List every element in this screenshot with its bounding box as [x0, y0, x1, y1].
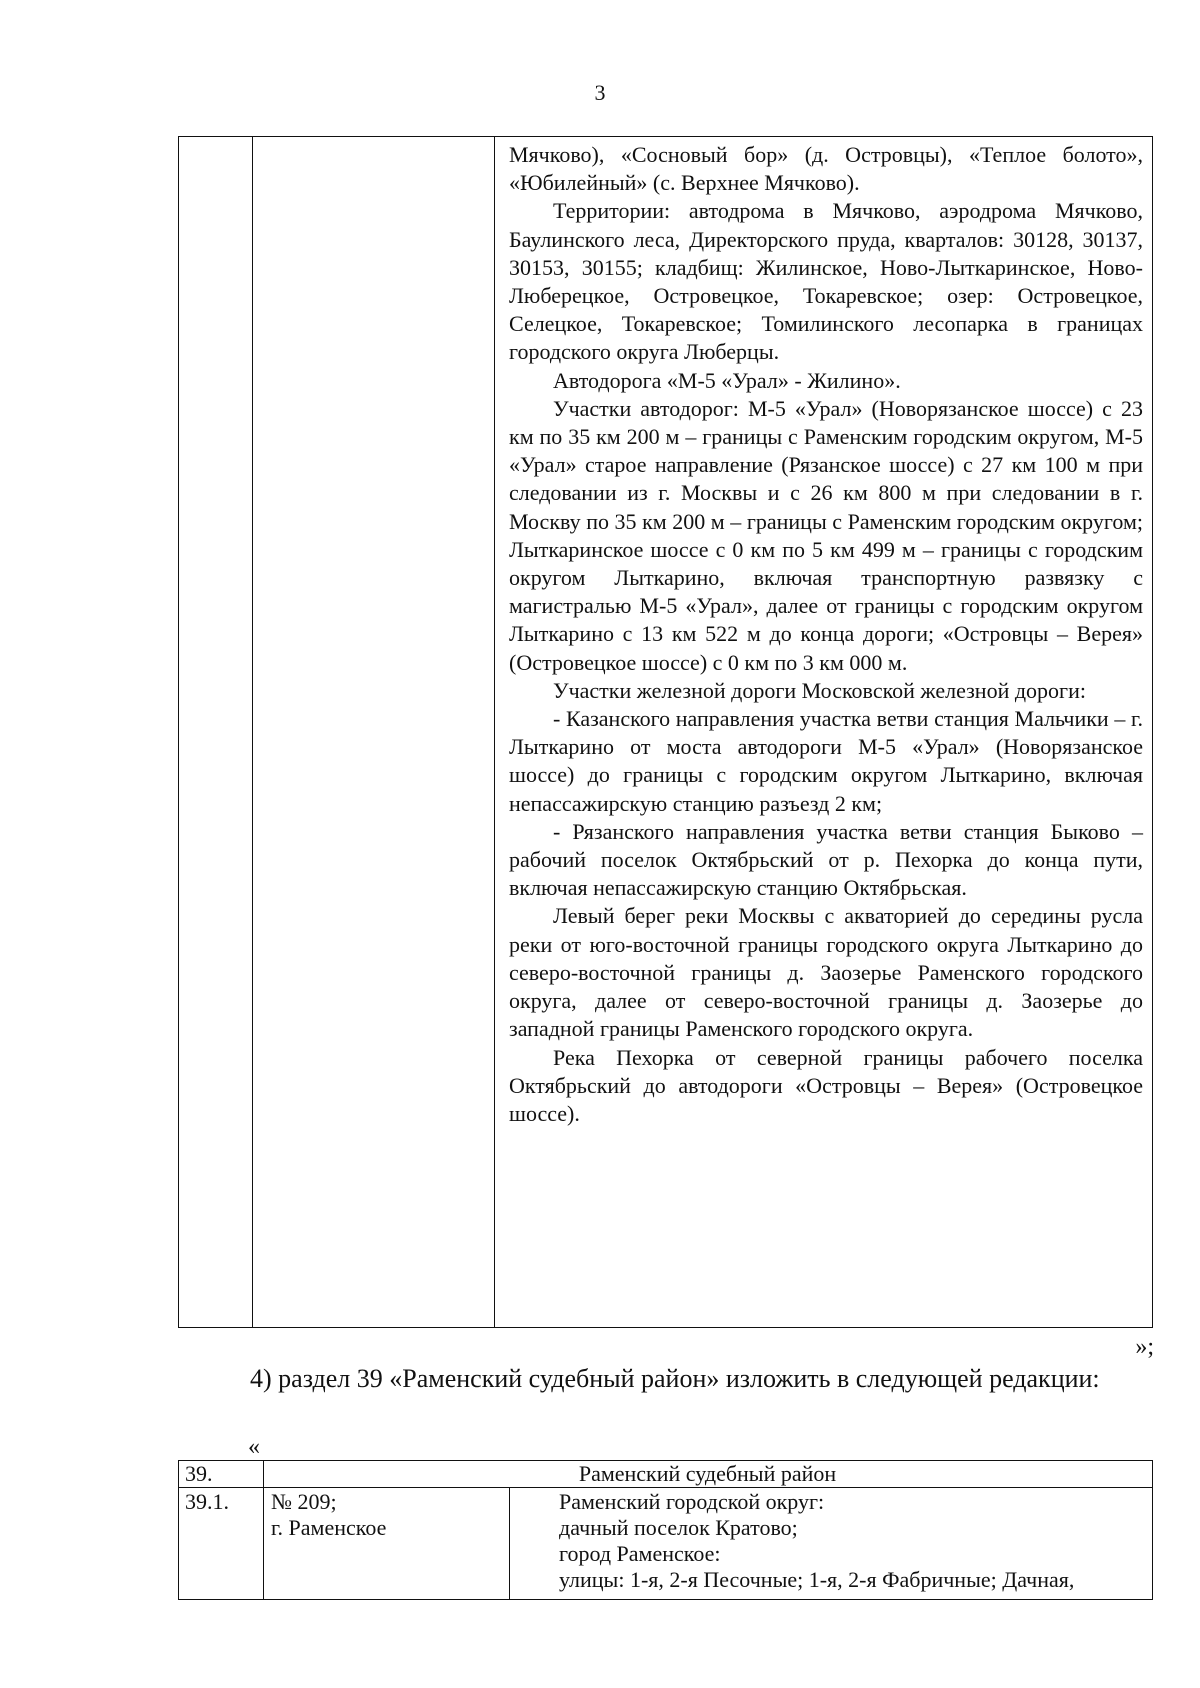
territory-line: дачный поселок Кратово;: [559, 1515, 798, 1540]
page-number: 3: [594, 80, 606, 105]
continuation-paragraph: Территории: автодрома в Мячково, аэродрома Мячково, Баулинского леса, Директорского пруда, кварталов: 30128, 30137, 30153, 30155; кладбищ: Жилинское, Ново-Лыткаринское, Ново-Люберецкое, Островецкое, Токаревское; озер: Островецкое, Селецкое, Токаревское; Томилинского лесопарка в границах городского округа Люберцы.: [509, 198, 1143, 365]
continuation-paragraph: - Казанского направления участка ветви станция Мальчики – г. Лыткарино от моста автодороги М-5 «Урал» (Новорязанское шоссе) до границы с городским округом Лыткарино, включая непассажирскую станцию разъезд 2 км;: [509, 706, 1143, 816]
territory-line: город Раменское:: [559, 1541, 721, 1566]
continuation-paragraph: Участки железной дороги Московской железной дороги:: [553, 677, 1086, 703]
continuation-paragraph: - Рязанского направления участка ветви станция Быково – рабочий поселок Октябрьский от р. Пехорка до конца пути, включая непассажирскую станцию Октябрьская.: [509, 818, 1143, 901]
table-row-divider: [179, 1487, 1152, 1488]
closing-quote: »;: [1135, 1334, 1154, 1360]
opening-quote: «: [248, 1434, 260, 1460]
amendment-instruction: 4) раздел 39 «Раменский судебный район» изложить в следующей редакции:: [250, 1364, 1100, 1393]
territory-line: улицы: 1-я, 2-я Песочные; 1-я, 2-я Фабричные; Дачная,: [559, 1567, 1075, 1592]
table-column-divider: [252, 137, 253, 1327]
continuation-paragraph: Автодорога «М-5 «Урал» - Жилино».: [553, 367, 901, 393]
continuation-paragraph: Левый берег реки Москвы с акваторией до середины русла реки от юго-восточной границы городского округа Лыткарино до северо-восточной границы д. Заозерье Раменского городского округа, далее от северо-восточной границы д. Заозерье до западной границы Раменского городского округа.: [509, 903, 1143, 1042]
district-table: [178, 1460, 1153, 1600]
continuation-paragraph: Мячково), «Сосновый бор» (д. Островцы), «Теплое болото», «Юбилейный» (с. Верхнее Мячково).: [509, 142, 1143, 196]
court-site-line: № 209;: [271, 1489, 337, 1514]
section-number: 39.: [185, 1461, 213, 1486]
court-site-line: г. Раменское: [271, 1515, 387, 1540]
continuation-paragraph: Река Пехорка от северной границы рабочего поселка Октябрьский до автодороги «Островцы – Верея» (Островецкое шоссе).: [509, 1044, 1143, 1126]
table-column-divider: [494, 137, 495, 1327]
court-site-cell: [271, 1489, 501, 1541]
continuation-table: [178, 136, 1153, 1328]
table-column-divider: [509, 1487, 510, 1599]
territory-cell: [559, 1489, 1149, 1593]
continuation-paragraph: Участки автодорог: М-5 «Урал» (Новорязанское шоссе) с 23 км по 35 км 200 м – границы с Раменским городским округом, М-5 «Урал» старое направление (Рязанское шоссе) с 27 км 100 м при следовании из г. Москвы и с 26 км 800 м при следовании в г. Москву по 35 км 200 м – границы с Раменским городским округом; Лыткаринское шоссе с 0 км по 5 км 499 м – границы с городским округом Лыткарино, включая транспортную развязку с магистралью М-5 «Урал», далее от границы с городским округом Лыткарино с 13 км 522 м до конца дороги; «Островцы – Верея» (Островецкое шоссе) с 0 км по 3 км 000 м.: [509, 395, 1143, 675]
continuation-cell: [509, 141, 1143, 1128]
section-title: Раменский судебный район: [578, 1461, 837, 1486]
row-number: 39.1.: [185, 1489, 229, 1514]
territory-line: Раменский городской округ:: [559, 1489, 825, 1514]
